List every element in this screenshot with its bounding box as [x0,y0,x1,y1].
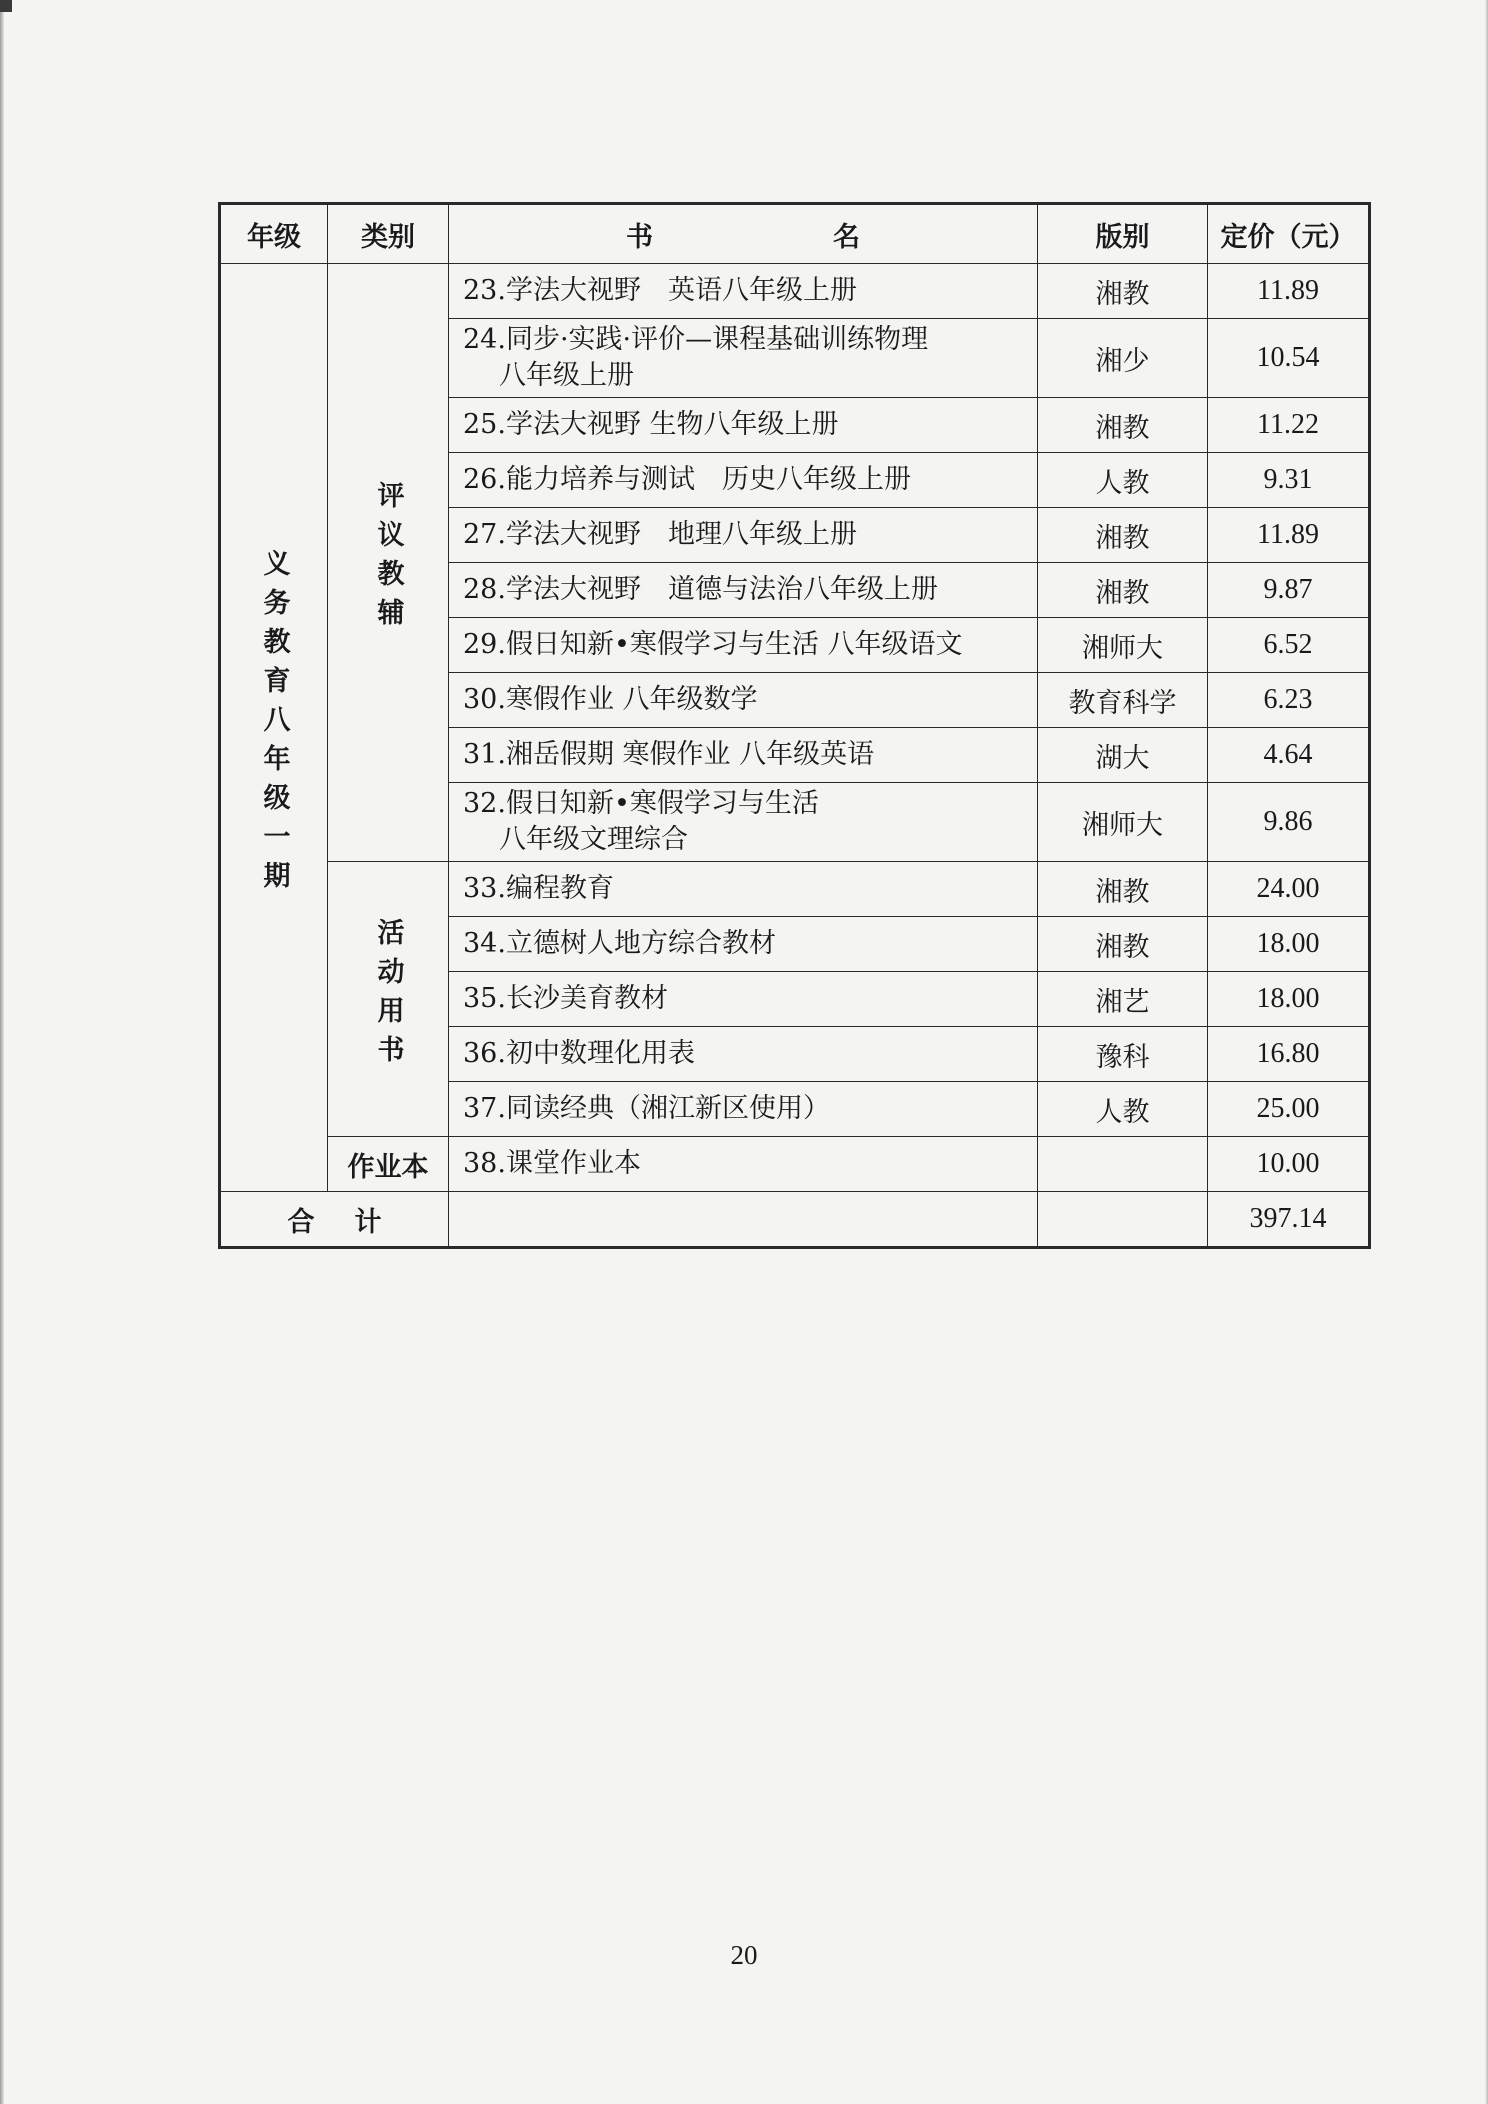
category-cell [328,862,449,1137]
price-cell: 10.54 [1208,319,1370,398]
publisher-cell: 豫科 [1038,1027,1208,1082]
table-body [220,264,1370,1248]
price-cell: 6.52 [1208,618,1370,673]
book-name: 38.课堂作业本 [463,1148,641,1179]
book-name-cell [449,1027,1038,1082]
book-name-cell [449,917,1038,972]
header-title-right: 名 [833,221,860,253]
book-name-cell [449,673,1038,728]
price-cell: 16.80 [1208,1027,1370,1082]
publisher-cell [1038,1137,1208,1192]
header-title [449,204,1038,264]
table-header-row [220,204,1370,264]
publisher-cell: 湘教 [1038,917,1208,972]
book-name: 33.编程教育 [463,873,614,904]
book-name-cell [449,728,1038,783]
grade-cell [220,264,328,1192]
publisher-cell: 湘教 [1038,563,1208,618]
price-cell: 25.00 [1208,1082,1370,1137]
publisher-cell: 湖大 [1038,728,1208,783]
book-name: 24.同步·实践·评价—课程基础训练物理 [463,324,929,355]
book-name: 34.立德树人地方综合教材 [463,928,776,959]
header-price: 定价（元） [1208,204,1370,264]
book-name: 31.湘岳假期 寒假作业 八年级英语 [463,739,875,770]
book-price-table [218,202,1371,1249]
book-name-cell [449,563,1038,618]
book-name-line2: 八年级文理综合 [499,824,688,855]
publisher-cell: 湘少 [1038,319,1208,398]
publisher-cell: 湘教 [1038,862,1208,917]
book-name-cell [449,972,1038,1027]
category-label: 评议教辅 [372,481,404,637]
book-name: 23.学法大视野 英语八年级上册 [463,275,857,306]
total-empty-publisher [1038,1192,1208,1248]
book-name: 25.学法大视野 生物八年级上册 [463,409,839,440]
book-name: 36.初中数理化用表 [463,1038,695,1069]
total-row [220,1192,1370,1248]
book-name: 26.能力培养与测试 历史八年级上册 [463,464,911,495]
price-cell: 9.86 [1208,783,1370,862]
category-label: 活动用书 [372,917,404,1074]
category-cell [328,264,449,862]
price-cell: 6.23 [1208,673,1370,728]
header-category: 类别 [328,204,449,264]
price-cell: 18.00 [1208,972,1370,1027]
book-name-line2: 八年级上册 [499,360,634,391]
header-title-left: 书 [626,221,653,253]
price-cell: 11.89 [1208,264,1370,319]
book-name-cell [449,618,1038,673]
book-name: 29.假日知新•寒假学习与生活 八年级语文 [463,629,963,660]
price-cell: 4.64 [1208,728,1370,783]
publisher-cell: 湘教 [1038,508,1208,563]
publisher-cell: 湘艺 [1038,972,1208,1027]
header-publisher: 版别 [1038,204,1208,264]
publisher-cell: 教育科学 [1038,673,1208,728]
table-row [220,264,1370,319]
grade-label: 义务教育八年级一期 [258,548,290,900]
book-name-cell [449,862,1038,917]
publisher-cell: 湘师大 [1038,618,1208,673]
total-empty-name [449,1192,1038,1248]
price-cell: 9.87 [1208,563,1370,618]
scan-mark [0,0,12,12]
book-name: 35.长沙美育教材 [463,983,668,1014]
price-cell: 10.00 [1208,1137,1370,1192]
publisher-cell: 湘师大 [1038,783,1208,862]
price-cell: 9.31 [1208,453,1370,508]
book-name-cell [449,783,1038,862]
category-cell [328,1137,449,1192]
book-name: 37.同读经典（湘江新区使用） [463,1093,830,1124]
publisher-cell: 湘教 [1038,264,1208,319]
price-cell: 18.00 [1208,917,1370,972]
category-label: 作业本 [347,1151,429,1183]
book-name-cell [449,319,1038,398]
book-name-cell [449,508,1038,563]
page-number: 20 [730,1940,758,1970]
publisher-cell: 湘教 [1038,398,1208,453]
book-name-cell [449,453,1038,508]
book-name: 28.学法大视野 道德与法治八年级上册 [463,574,938,605]
book-name: 27.学法大视野 地理八年级上册 [463,519,857,550]
publisher-cell: 人教 [1038,1082,1208,1137]
book-name: 32.假日知新•寒假学习与生活 [463,788,819,819]
table-row [220,862,1370,917]
table-row [220,1137,1370,1192]
book-name-cell [449,398,1038,453]
book-name-cell [449,1082,1038,1137]
total-value: 397.14 [1208,1192,1370,1248]
price-cell: 11.89 [1208,508,1370,563]
book-name-cell [449,1137,1038,1192]
scan-edge-left [0,0,4,2104]
price-cell: 11.22 [1208,398,1370,453]
book-name: 30.寒假作业 八年级数学 [463,684,758,715]
total-label: 合计 [220,1192,449,1248]
header-grade: 年级 [220,204,328,264]
book-name-cell [449,264,1038,319]
price-cell: 24.00 [1208,862,1370,917]
publisher-cell: 人教 [1038,453,1208,508]
